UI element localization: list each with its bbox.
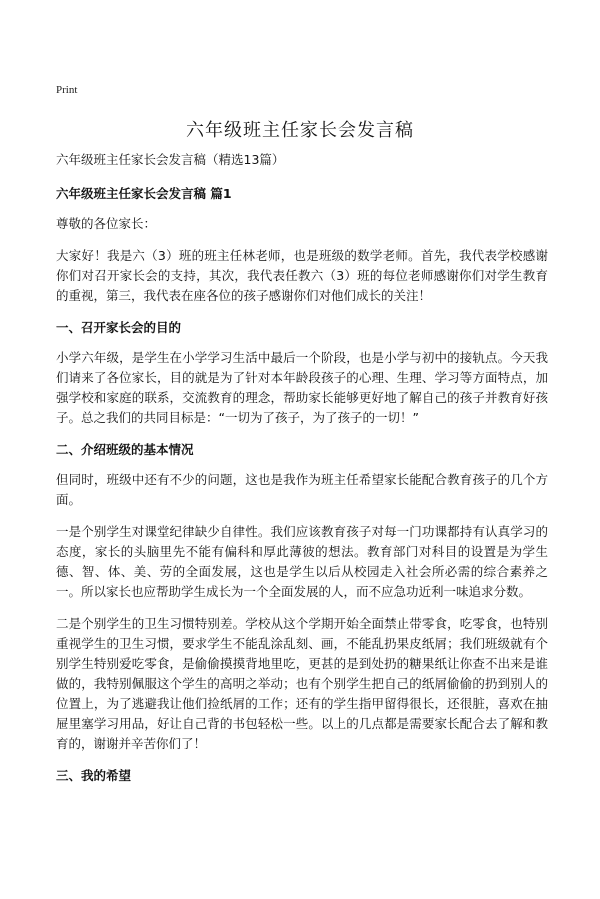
article-heading: 六年级班主任家长会发言稿 篇1 [56, 186, 232, 201]
class-overview-paragraph-1: 但同时，班级中还有不少的问题，这也是我作为班主任希望家长能配合教育孩子的几个方面。 [56, 472, 548, 507]
purpose-paragraph: 小学六年级，是学生在小学学习生活中最后一个阶段，也是小学与初中的接轨点。今天我们请来了各位家长，目的就是为了针对本年龄段孩子的心理、生理、学习等方面特点，加强学校和家庭的联系，交流教育的理念，帮助家长能够更好地了解自己的孩子并教育好孩子。总之我们的共同目标是：“一切为了孩子，为了孩子的一切！” [56, 350, 548, 425]
print-label: Print [56, 84, 78, 96]
class-overview-paragraph-2: 一是个别学生对课堂纪律缺少自律性。我们应该教育孩子对每一门功课都持有认真学习的态度，家长的头脑里先不能有偏科和厚此薄彼的想法。教育部门对科目的设置是为学生德、智、体、美、劳的全面发展，这也是学生以后从校园走入社会所必需的综合素养之一。所以家长也应帮助学生成长为一个全面发展的人，而不应急功近利一味追求分数。 [56, 524, 548, 599]
document-body [56, 150, 548, 796]
section-heading-purpose: 一、召开家长会的目的 [56, 320, 182, 335]
document-subtitle: 六年级班主任家长会发言稿（精选13篇） [56, 152, 285, 167]
section-heading-class-overview: 二、介绍班级的基本情况 [56, 442, 194, 457]
section-heading-hopes: 三、我的希望 [56, 768, 132, 783]
class-overview-paragraph-3: 二是个别学生的卫生习惯特别差。学校从这个学期开始全面禁止带零食，吃零食，也特别重视学生的卫生习惯，要求学生不能乱涂乱刻、画，不能乱扔果皮纸屑；我们班级就有个别学生特别爱吃零食，是偷偷摸摸背地里吃，更甚的是到处扔的糖果纸让你查不出来是谁做的，我特别佩服这个学生的高明之举动；也有个别学生把自己的纸屑偷偷的扔到别人的位置上，为了逃避我让他们捡纸屑的工作；还有的学生指甲留得很长，还很脏，喜欢在抽屉里塞学习用品，好让自己背的书包轻松一些。以上的几点都是需要家长配合去了解和教育的，谢谢并辛苦你们了！ [56, 616, 548, 751]
page-title: 六年级班主任家长会发言稿 [186, 120, 414, 141]
greeting-text: 尊敬的各位家长： [56, 216, 157, 231]
intro-paragraph: 大家好！我是六（3）班的班主任林老师，也是班级的数学老师。首先，我代表学校感谢你们对召开家长会的支持，其次，我代表任教六（3）班的每位老师感谢你们对学生教育的重视，第三，我代表在座各位的孩子感谢你们对他们成长的关注！ [56, 248, 548, 303]
